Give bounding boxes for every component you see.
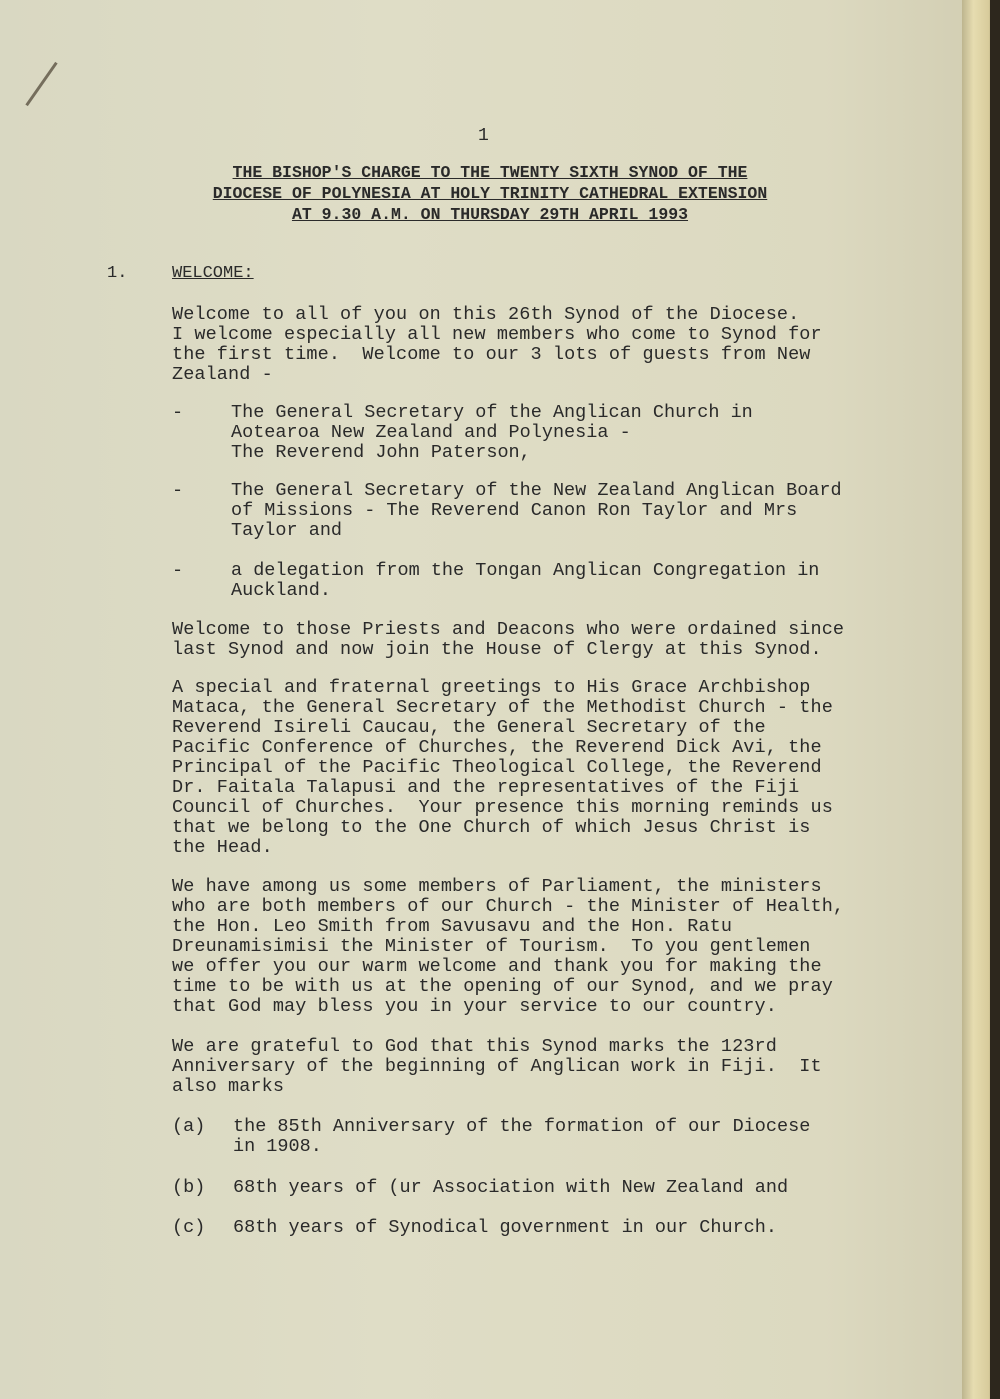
text-line: Mataca, the General Secretary of the Methodist Church - the <box>172 697 833 718</box>
text-line: Dr. Faitala Talapusi and the representatives of the Fiji <box>172 777 800 798</box>
text-line: Zealand - <box>172 364 273 385</box>
text-line: 68th years of (ur Association with New Zealand and <box>233 1177 789 1198</box>
text-line: time to be with us at the opening of our Synod, and we pray <box>172 976 833 997</box>
bullet-item <box>231 403 871 463</box>
text-line: a delegation from the Tongan Anglican Congregation in <box>231 560 820 581</box>
text-line: The General Secretary of the New Zealand Anglican Board <box>231 480 842 501</box>
text-line: of Missions - The Reverend Canon Ron Taylor and Mrs <box>231 500 798 521</box>
text-line: Pacific Conference of Churches, the Reverend Dick Avi, the <box>172 737 822 758</box>
text-line: that God may bless you in your service to our country. <box>172 996 777 1017</box>
section-heading: WELCOME: <box>172 264 254 283</box>
text-line: the 85th Anniversary of the formation of our Diocese <box>233 1116 811 1137</box>
text-line: Aotearoa New Zealand and Polynesia - <box>231 422 631 443</box>
text-line: Council of Churches. Your presence this morning reminds us <box>172 797 833 818</box>
list-item <box>233 1117 875 1157</box>
pen-mark <box>25 62 57 106</box>
list-marker: (b) <box>172 1177 206 1198</box>
text-line: Welcome to those Priests and Deacons who were ordained since <box>172 619 845 640</box>
list-marker: (a) <box>172 1116 206 1137</box>
bullet-item <box>231 481 871 541</box>
text-line: Anniversary of the beginning of Anglican work in Fiji. It <box>172 1056 822 1077</box>
text-line: last Synod and now join the House of Clergy at this Synod. <box>172 639 822 660</box>
list-item <box>233 1218 875 1238</box>
title-line-3: AT 9.30 A.M. ON THURSDAY 29TH APRIL 1993 <box>291 205 689 224</box>
greetings-paragraph <box>172 678 872 858</box>
text-line: that we belong to the One Church of which Jesus Christ is <box>172 817 811 838</box>
text-line: The General Secretary of the Anglican Church in <box>231 402 753 423</box>
text-line: the Head. <box>172 837 273 858</box>
text-line: Taylor and <box>231 520 343 541</box>
text-line: The Reverend John Paterson, <box>231 442 531 463</box>
list-item <box>233 1178 875 1198</box>
binder-shadow <box>990 0 1000 1399</box>
document-title <box>130 162 850 225</box>
bullet-dash: - <box>172 560 184 581</box>
bullet-dash: - <box>172 480 184 501</box>
list-marker: (c) <box>172 1217 206 1238</box>
page-number: 1 <box>478 126 489 146</box>
text-line: We have among us some members of Parliament, the ministers <box>172 876 822 897</box>
welcome-paragraph <box>172 305 872 385</box>
text-line: also marks <box>172 1076 285 1097</box>
bullet-dash: - <box>172 402 184 423</box>
anniversary-paragraph <box>172 1037 872 1097</box>
text-line: Principal of the Pacific Theological College, the Reverend <box>172 757 822 778</box>
text-line: We are grateful to God that this Synod marks the 123rd <box>172 1036 777 1057</box>
text-line: Reverend Isireli Caucau, the General Secretary of the <box>172 717 766 738</box>
text-line: I welcome especially all new members who come to Synod for <box>172 324 822 345</box>
text-line: we offer you our warm welcome and thank you for making the <box>172 956 822 977</box>
clergy-paragraph <box>172 620 872 660</box>
text-line: Dreunamisimisi the Minister of Tourism. To you gentlemen <box>172 936 811 957</box>
text-line: Welcome to all of you on this 26th Synod of the Diocese. <box>172 304 800 325</box>
title-line-1: THE BISHOP'S CHARGE TO THE TWENTY SIXTH SYNOD OF THE <box>232 163 748 182</box>
text-line: in 1908. <box>233 1136 322 1157</box>
text-line: who are both members of our Church - the Minister of Health, <box>172 896 845 917</box>
title-line-2: DIOCESE OF POLYNESIA AT HOLY TRINITY CATHEDRAL EXTENSION <box>212 184 768 203</box>
bullet-item <box>231 561 871 601</box>
text-line: the first time. Welcome to our 3 lots of guests from New <box>172 344 811 365</box>
text-line: Auckland. <box>231 580 331 601</box>
text-line: the Hon. Leo Smith from Savusavu and the Hon. Ratu <box>172 916 733 937</box>
parliament-paragraph <box>172 877 872 1017</box>
text-line: 68th years of Synodical government in our Church. <box>233 1217 777 1238</box>
text-line: A special and fraternal greetings to His Grace Archbishop <box>172 677 811 698</box>
section-number: 1. <box>107 264 128 283</box>
